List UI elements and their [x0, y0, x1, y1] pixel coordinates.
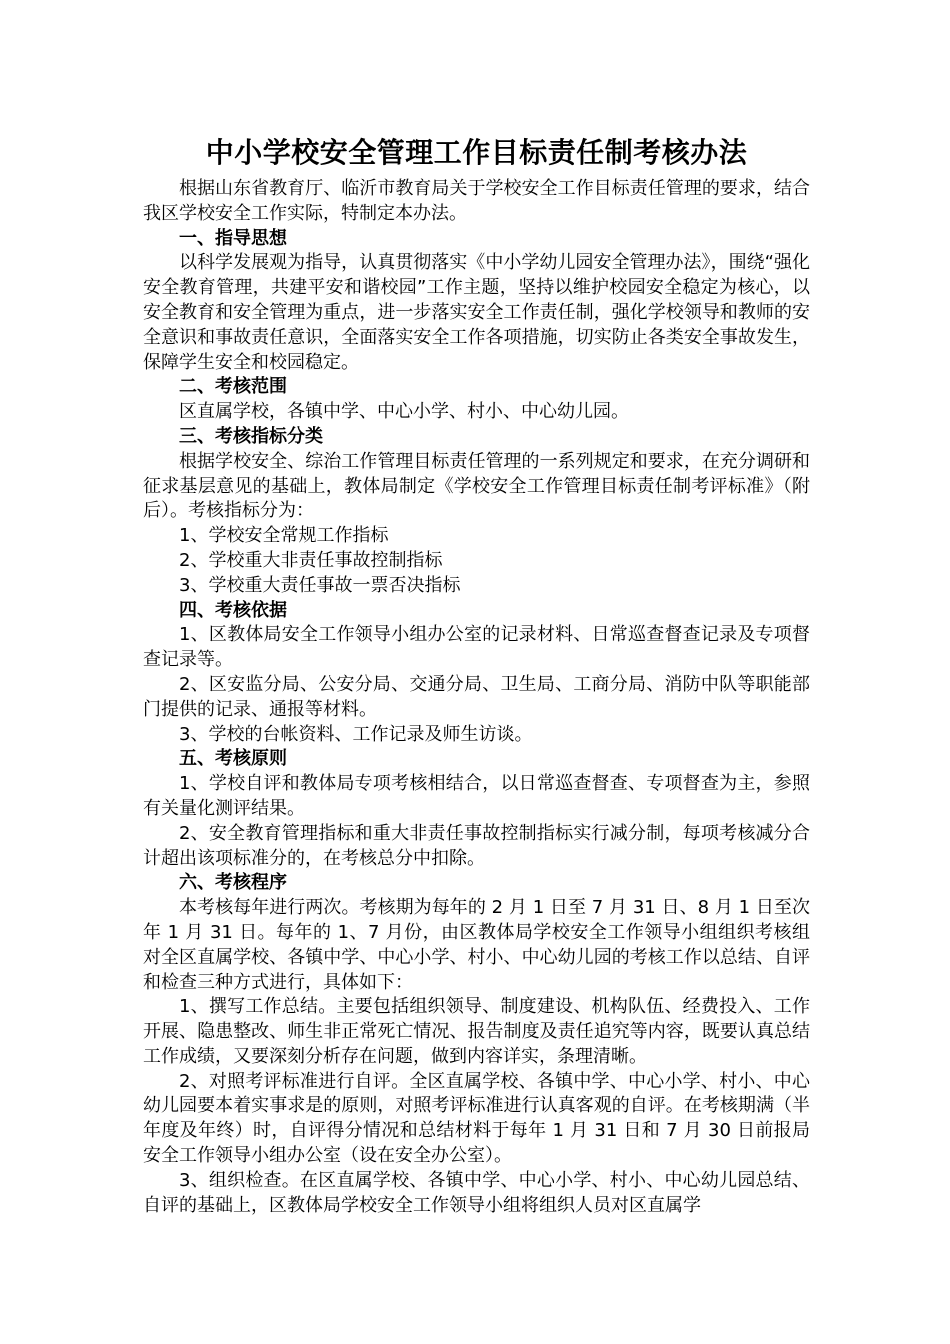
paragraph: 根据学校安全、综治工作管理目标责任管理的一系列规定和要求，在充分调研和征求基层意见的基础上，教体局制定《学校安全工作管理目标责任制考评标准》（附后）。考核指标分为：: [143, 450, 810, 522]
section-heading: 五、考核原则: [179, 748, 287, 770]
section-heading: 三、考核指标分类: [179, 425, 323, 447]
paragraph: 区直属学校，各镇中学、中心小学、村小、中心幼儿园。: [179, 401, 629, 423]
paragraph: 2、安全教育管理指标和重大非责任事故控制指标实行减分制，每项考核减分合计超出该项标准分的，在考核总分中扣除。: [143, 822, 810, 869]
paragraph: 本考核每年进行两次。考核期为每年的 2 月 1 日至 7 月 31 日、8 月 1 日至次年 1 月 31 日。每年的 1、7 月份，由区教体局学校安全工作领导小组组织考核组对全区直属学校、各镇中学、中心小学、村小、中心幼儿园的考核工作以总结、自评和检查三种方式进行，具体如下：: [143, 897, 810, 993]
paragraph: 1、区教体局安全工作领导小组办公室的记录材料、日常巡查督查记录及专项督查记录等。: [143, 624, 810, 671]
paragraph: 3、组织检查。在区直属学校、各镇中学、中心小学、村小、中心幼儿园总结、自评的基础上，区教体局学校安全工作领导小组将组织人员对区直属学: [143, 1169, 810, 1216]
section-heading: 一、指导思想: [179, 227, 287, 249]
section-heading: 六、考核程序: [179, 872, 287, 894]
paragraph: 3、学校重大责任事故一票否决指标: [179, 574, 461, 596]
paragraph: 2、学校重大非责任事故控制指标: [179, 549, 443, 571]
paragraph: 以科学发展观为指导，认真贯彻落实《中小学幼儿园安全管理办法》，围绕“强化安全教育管理，共建平安和谐校园”工作主题，坚持以维护校园安全稳定为核心，以安全教育和安全管理为重点，进一步落实安全工作责任制，强化学校领导和教师的安全意识和事故责任意识，全面落实安全工作各项措施，切实防止各类安全事故发生，保障学生安全和校园稳定。: [143, 252, 810, 373]
section-heading: 四、考核依据: [179, 599, 287, 621]
document-body: [143, 177, 810, 1218]
paragraph: 1、撰写工作总结。主要包括组织领导、制度建设、机构队伍、经费投入、工作开展、隐患整改、师生非正常死亡情况、报告制度及责任追究等内容，既要认真总结工作成绩，又要深刻分析存在问题，做到内容详实，条理清晰。: [143, 996, 810, 1067]
paragraph: 1、学校自评和教体局专项考核相结合，以日常巡查督查、专项督查为主，参照有关量化测评结果。: [143, 773, 810, 819]
section-heading: 二、考核范围: [179, 376, 287, 398]
paragraph: 2、区安监分局、公安分局、交通分局、卫生局、工商分局、消防中队等职能部门提供的记录、通报等材料。: [143, 673, 810, 720]
paragraph: 根据山东省教育厅、临沂市教育局关于学校安全工作目标责任管理的要求，结合我区学校安全工作实际，特制定本办法。: [143, 178, 810, 224]
paragraph: 3、学校的台帐资料、工作记录及师生访谈。: [179, 723, 533, 745]
document-title: 中小学校安全管理工作目标责任制考核办法: [205, 136, 748, 169]
paragraph: 2、对照考评标准进行自评。全区直属学校、各镇中学、中心小学、村小、中心幼儿园要本着实事求是的原则，对照考评标准进行认真客观的自评。在考核期满（半年度及年终）时，自评得分情况和总结材料于每年 1 月 31 日和 7 月 30 日前报局安全工作领导小组办公室（设在安全办公室）。: [143, 1070, 810, 1167]
paragraph: 1、学校安全常规工作指标: [179, 525, 389, 547]
